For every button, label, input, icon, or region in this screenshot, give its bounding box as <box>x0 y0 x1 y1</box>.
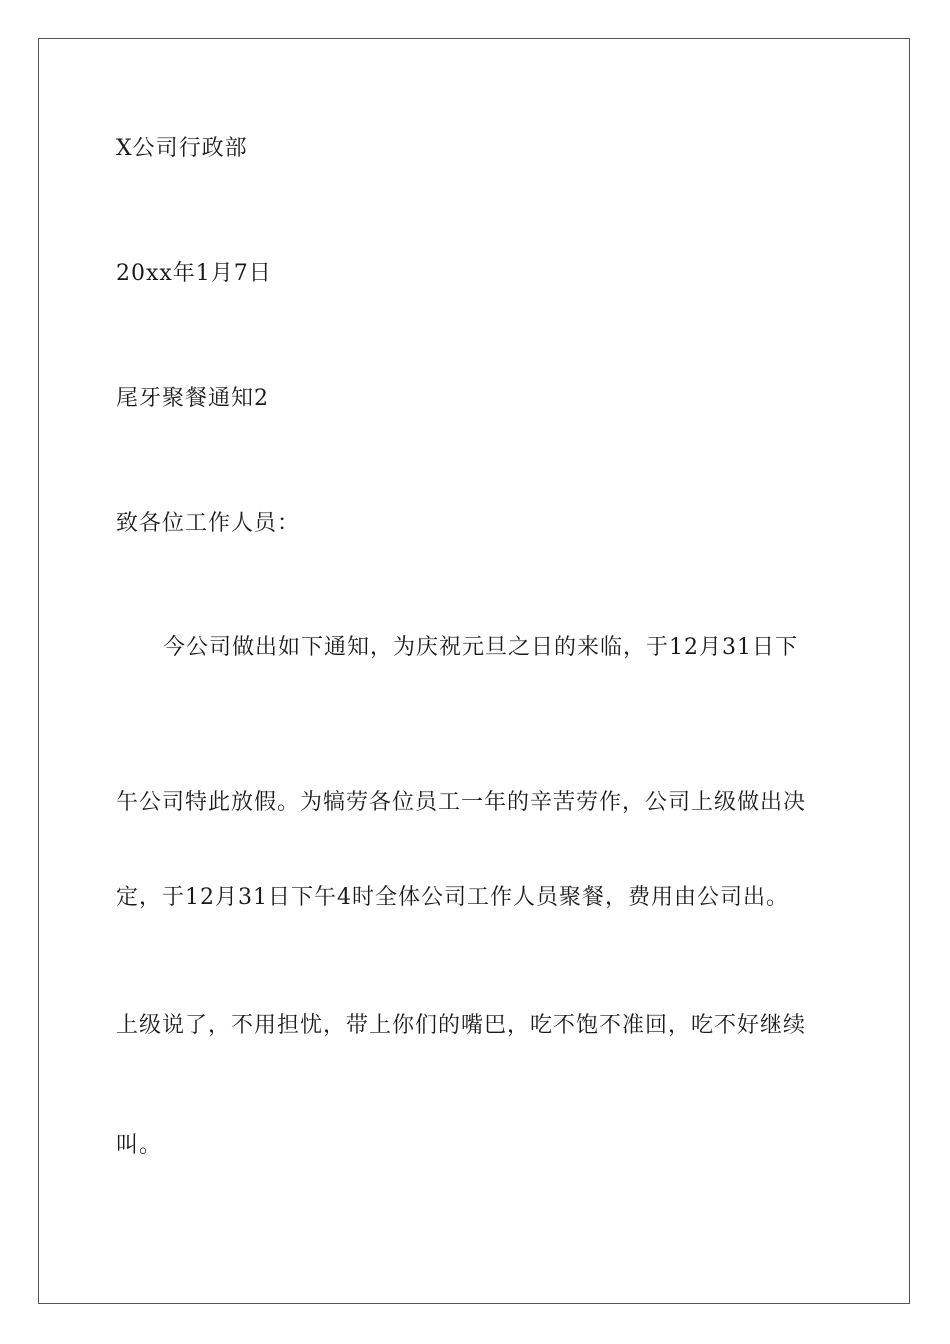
notice-title: 尾牙聚餐通知2 <box>116 386 269 411</box>
body-line: 叫。 <box>116 1133 163 1158</box>
salutation: 致各位工作人员： <box>116 511 301 536</box>
body-line: 上级说了，不用担忧，带上你们的嘴巴，吃不饱不准回，吃不好继续 <box>116 1013 807 1038</box>
body-line: 午公司特此放假。为犒劳各位员工一年的辛苦劳作，公司上级做出决 <box>116 790 807 815</box>
body-line: 今公司做出如下通知，为庆祝元旦之日的来临，于12月31日下 <box>163 635 798 660</box>
date-line: 20xx年1月7日 <box>116 261 272 286</box>
body-line: 定，于12月31日下午4时全体公司工作人员聚餐，费用由公司出。 <box>116 885 789 910</box>
page-border <box>38 38 910 1304</box>
sender-line: X公司行政部 <box>116 136 248 161</box>
